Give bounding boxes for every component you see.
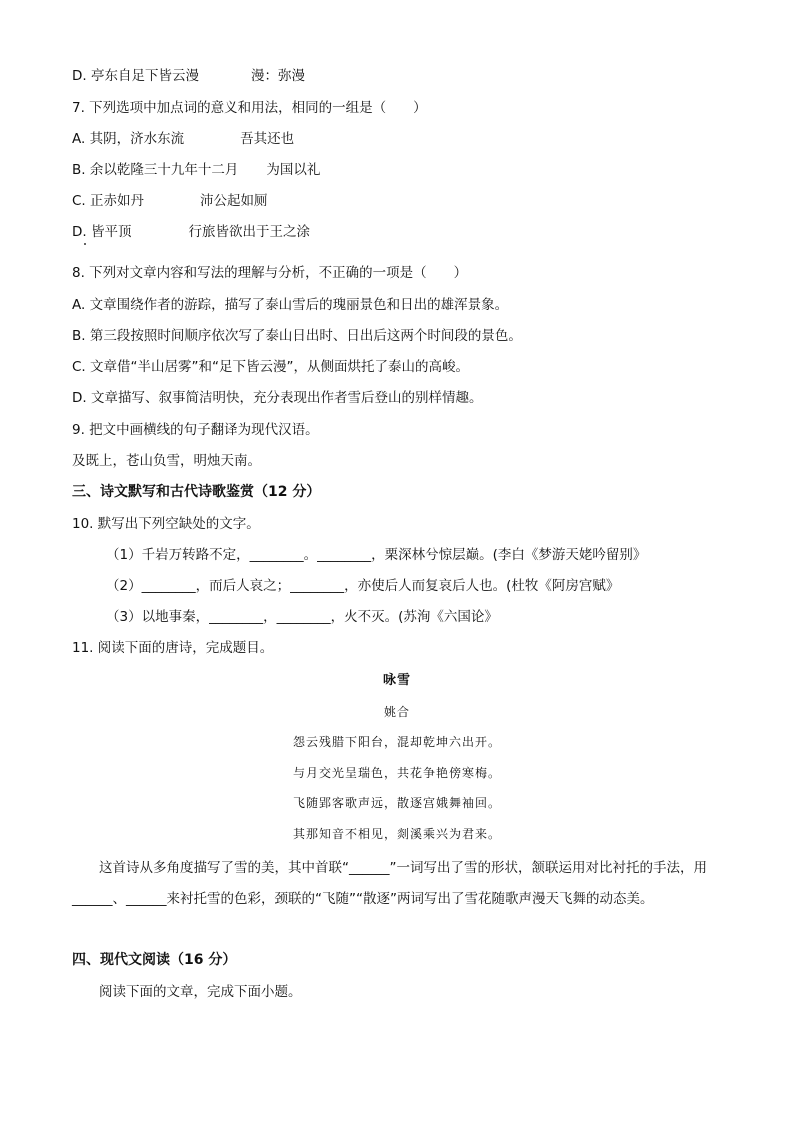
q7-option-b: B. 余以乾隆三十九年十二月 为国以礼 bbox=[72, 162, 321, 178]
q9-sentence: 及既上，苍山负雪，明烛天南。 bbox=[72, 453, 261, 469]
q8-option-a: A. 文章围绕作者的游踪，描写了泰山雪后的瑰丽景色和日出的雄浑景象。 bbox=[72, 297, 509, 313]
question-11: 11. 阅读下面的唐诗，完成题目。 bbox=[72, 640, 274, 656]
q8-option-b: B. 第三段按照时间顺序依次写了泰山日出时、日出后这两个时间段的景色。 bbox=[72, 328, 522, 344]
section-4-intro: 阅读下面的文章，完成下面小题。 bbox=[99, 984, 302, 1000]
question-8: 8. 下列对文章内容和写法的理解与分析，不正确的一项是（ ） bbox=[72, 265, 468, 281]
q10-item-1: （1）千岩万转路不定，________。________，栗深林兮惊层巅。(李白《梦游天姥吟留别》 bbox=[106, 547, 647, 563]
poem-analysis-paragraph: 这首诗从多角度描写了雪的美，其中首联“______”一词写出了雪的形状，颔联运用对比衬托的手法，用______、______来衬托雪的色彩，颈联的“飞随”“散逐”两词写出了雪花随歌声漫天飞舞的动态美。 bbox=[72, 860, 707, 907]
q10-item-3: （3）以地事秦，________，________，火不灭。(苏洵《六国论》 bbox=[106, 609, 498, 625]
section-4-heading: 四、现代文阅读（16 分） bbox=[72, 952, 237, 968]
section-3-heading: 三、诗文默写和古代诗歌鉴赏（12 分） bbox=[72, 484, 321, 500]
poem-line: 其那知音不相见，剡溪乘兴为君来。 bbox=[292, 827, 501, 841]
q8-option-d: D. 文章描写、叙事简洁明快，充分表现出作者雪后登山的别样情趣。 bbox=[72, 390, 483, 406]
poem-line: 怨云残腊下阳台，混却乾坤六出开。 bbox=[292, 735, 501, 749]
poem-line: 飞随郢客歌声远，散逐宫娥舞袖回。 bbox=[292, 796, 501, 810]
q7-option-d: D. 皆平顶 行旅皆欲出于王之涂 bbox=[72, 224, 310, 240]
q10-item-2: （2）________，而后人哀之；________，亦使后人而复哀后人也。(杜牧《阿房宫赋》 bbox=[106, 578, 620, 594]
poem-title: 咏雪 bbox=[382, 673, 411, 688]
option-d-previous: D. 亭东自足下皆云漫 漫：弥漫 bbox=[72, 68, 305, 84]
question-10: 10. 默写出下列空缺处的文字。 bbox=[72, 516, 260, 532]
poem-author: 姚合 bbox=[383, 705, 410, 719]
q7-option-a: A. 其阴，济水东流 吾其还也 bbox=[72, 131, 295, 147]
question-7: 7. 下列选项中加点词的意义和用法，相同的一组是（ ） bbox=[72, 100, 427, 116]
question-9: 9. 把文中画横线的句子翻译为现代汉语。 bbox=[72, 422, 319, 438]
stray-dot bbox=[84, 243, 86, 245]
poem-line: 与月交光呈瑞色，共花争艳傍寒梅。 bbox=[292, 766, 501, 780]
q8-option-c: C. 文章借“半山居雾”和“足下皆云漫”，从侧面烘托了泰山的高峻。 bbox=[72, 359, 469, 375]
q7-option-c: C. 正赤如丹 沛公起如厕 bbox=[72, 193, 268, 209]
